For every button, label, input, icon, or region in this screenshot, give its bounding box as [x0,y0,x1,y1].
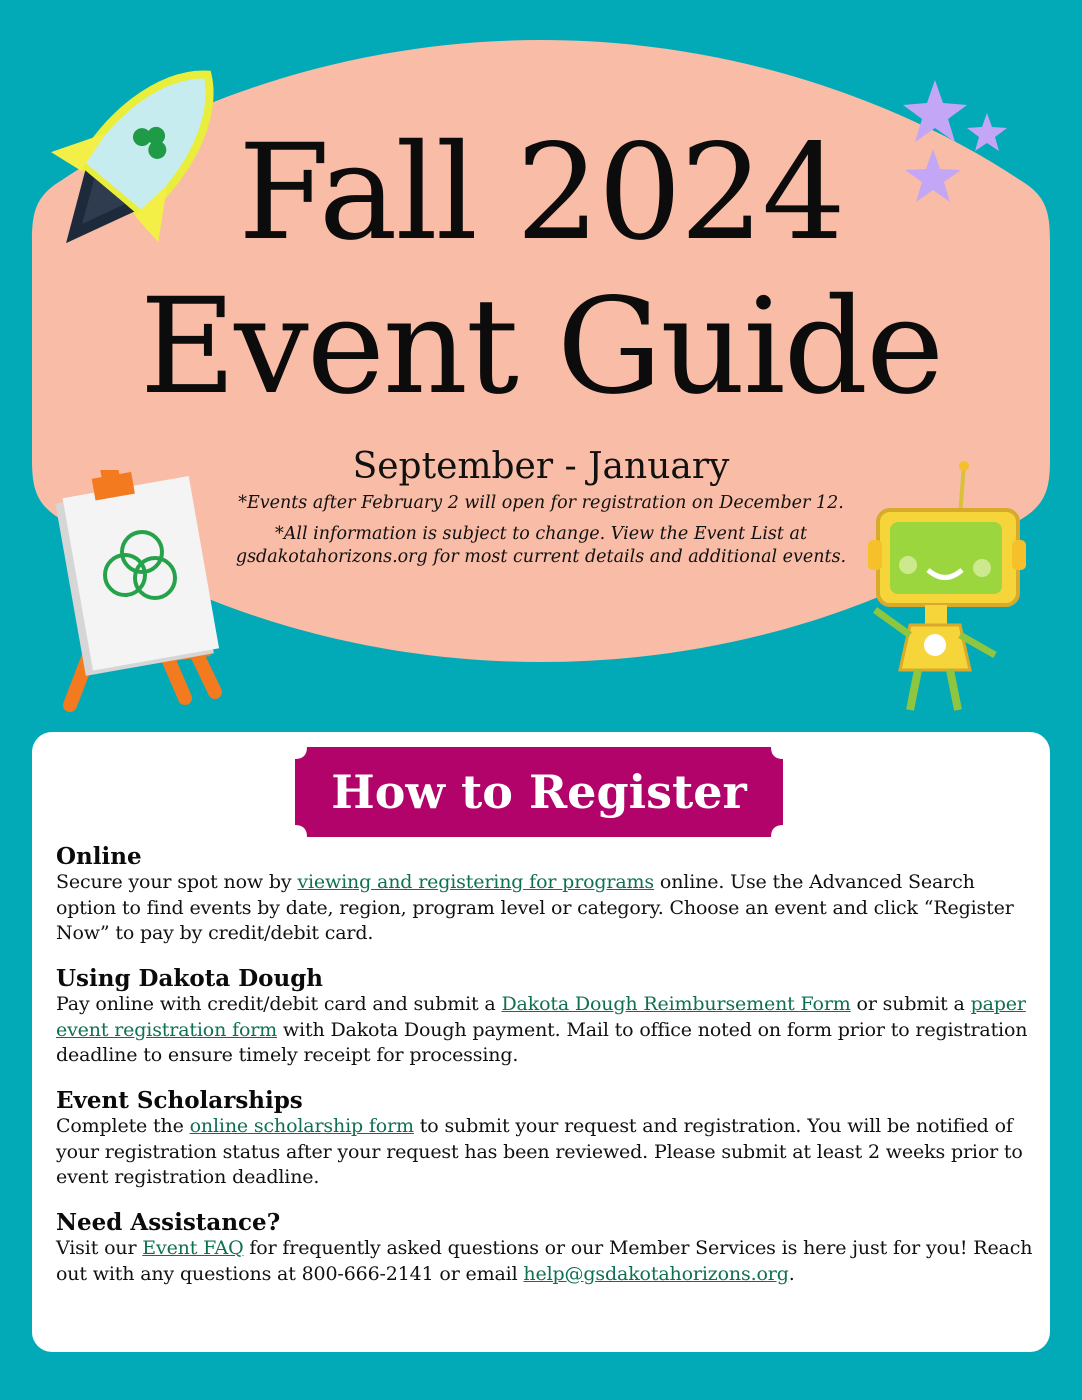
robot-icon [860,460,1035,720]
disclaimer-note: *All information is subject to change. View the Event List at gsdakotahorizons.org for most current details and additional events. [235,524,847,567]
dakota-dough-title: Using Dakota Dough [56,965,324,992]
title-line-1: Fall 2024 [238,116,844,270]
easel-icon [50,470,240,720]
dakota-dough-text: Pay online with credit/debit card and submit a Dakota Dough Reimbursement Form or submit a paper event registration form with Dakota Dough payment. Mail to office noted on form prior to registration deadline to ensure timely receipt for processing. [56,993,1028,1066]
online-section [56,844,1036,947]
scholarships-title: Event Scholarships [56,1087,303,1114]
online-title: Online [56,843,142,870]
dakota-dough-section [56,966,1036,1069]
assistance-section [56,1210,1036,1287]
registration-note: *Events after February 2 will open for registration on December 12. [238,493,844,513]
online-text: Secure your spot now by viewing and registering for programs online. Use the Advanced Search option to find events by date, region, program level or category. Choose an event and click “Register Now” to pay by credit/debit card. [56,871,1014,944]
date-range: September - January [352,446,730,487]
assistance-text: Visit our Event FAQ for frequently asked questions or our Member Services is here just for you! Reach out with any questions at 800-666-2141 or email help@gsdakotahorizons.org. [56,1237,1033,1285]
title-line-2: Event Guide [139,270,943,424]
help-email-link[interactable]: help@gsdakotahorizons.org [523,1262,789,1285]
reimbursement-form-link[interactable]: Dakota Dough Reimbursement Form [501,993,851,1015]
view-programs-link[interactable]: viewing and registering for programs [297,871,655,893]
scholarship-form-link[interactable]: online scholarship form [189,1115,414,1137]
scholarships-text: Complete the online scholarship form to submit your request and registration. You will be notified of your registration status after your request has been reviewed. Please submit at least 2 weeks prior to event registration deadline. [56,1115,1023,1188]
paper-registration-form-link[interactable]: paper event registration form [56,993,1026,1041]
assistance-title: Need Assistance? [56,1209,281,1236]
how-to-register-heading: How to Register [331,765,747,819]
event-faq-link[interactable]: Event FAQ [142,1237,244,1259]
scholarships-section [56,1088,1036,1191]
